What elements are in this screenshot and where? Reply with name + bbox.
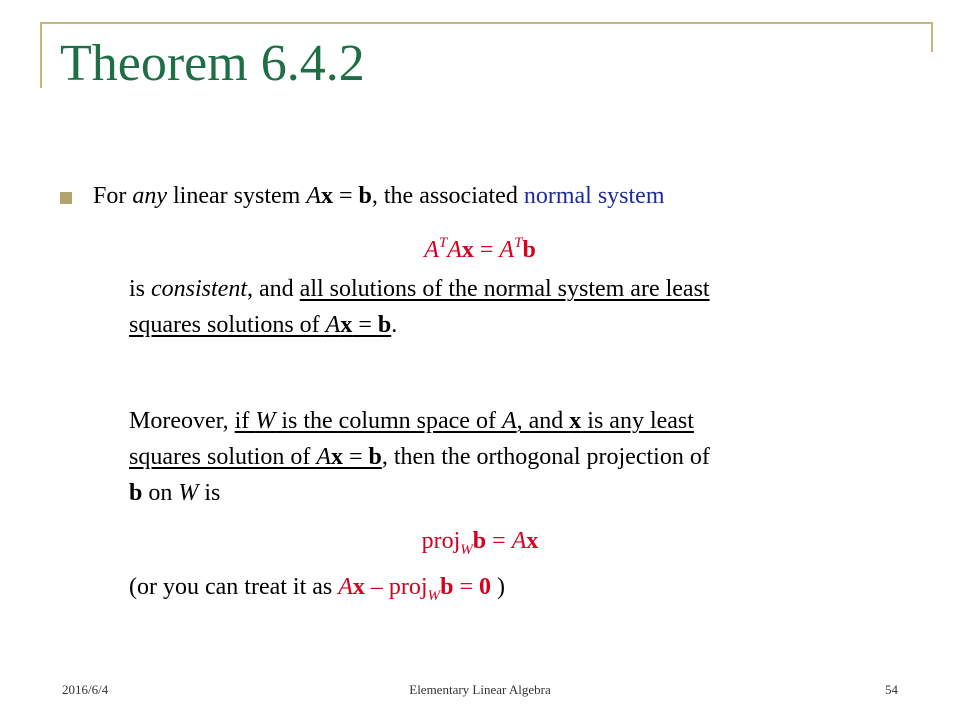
moreover-line-2: squares solution of Ax = b, then the orthogonal projection of [129,444,710,470]
normal-system-term: normal system [523,183,665,209]
footer-date: 2016/6/4 [62,682,109,697]
moreover-line-1: Moreover, if W is the column space of A, and x is any least [129,408,694,434]
projection-equation: proj$_W$b = Ax [421,528,539,558]
footer-page-number: 54 [885,682,898,697]
consistency-line-2: squares solutions of Ax = b. [129,312,398,338]
slide-frame-top [40,22,933,24]
bullet-text-normal-system: For any linear system Ax = b, the associated normal system [93,183,665,209]
footer-course-title: Elementary Linear Algebra [409,682,551,697]
normal-equation: $A^TAx = A^Tb$ [424,235,536,263]
bullet-square-icon [60,192,72,204]
slide-title: Theorem 6.4.2 [60,35,365,92]
moreover-line-3: b on W is [129,480,221,506]
slide-frame-right [931,22,933,52]
slide-frame-left [40,22,42,88]
consistency-line-1: is consistent, and all solutions of the normal system are least [129,276,710,302]
treat-it-line: (or you can treat it as Ax – proj$_W$b = 0 ) [129,574,505,604]
